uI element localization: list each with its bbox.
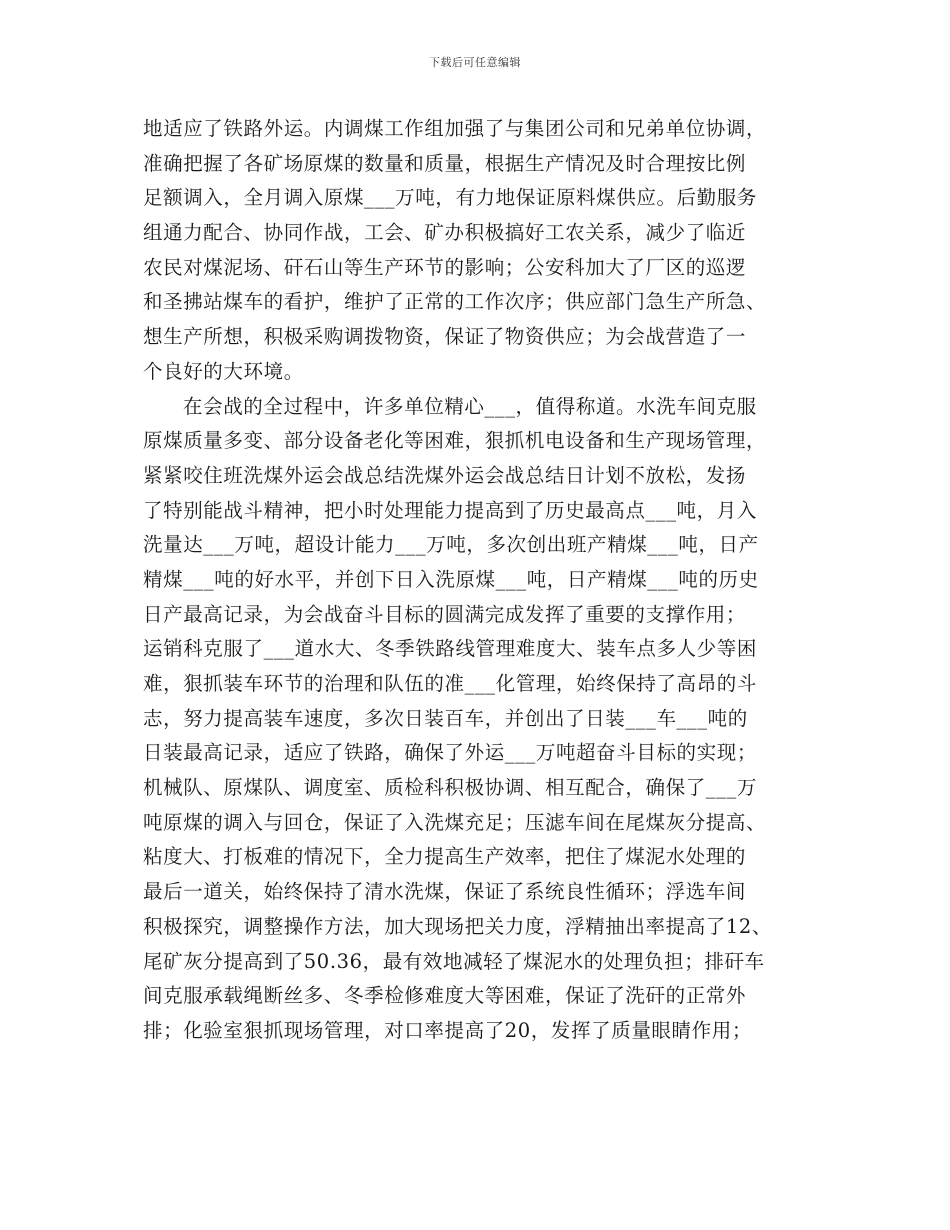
text-line: 了特别能战斗精神，把小时处理能力提高到了历史最高点___吨，月入 [143,498,757,522]
text-line: 志，努力提高装车速度，多次日装百车，并创出了日装___车___吨的 [143,706,748,730]
paragraph-start-line: 在会战的全过程中，许多单位精心___，值得称道。水洗车间克服 [183,394,757,418]
text-line: 机械队、原煤队、调度室、质检科积极协调、相互配合，确保了___万 [143,776,757,800]
text-line: 和圣拂站煤车的看护，维护了正常的工作次序；供应部门急生产所急、 [143,290,767,314]
text-line: 日产最高记录，为会战奋斗目标的圆满完成发挥了重要的支撑作用； [143,602,747,626]
text-line: 个良好的大环境。 [143,359,304,383]
text-line: 洗量达___万吨，超设计能力___万吨，多次创出班产精煤___吨，日产 [143,533,759,557]
text-line: 运销科克服了___道水大、冬季铁路线管理难度大、装车点多人少等困 [143,637,757,661]
text-line: 吨原煤的调入与回仓，保证了入洗煤充足；压滤车间在尾煤灰分提高、 [143,810,767,834]
text-line: 农民对煤泥场、矸石山等生产环节的影响；公安科加大了厂区的巡逻 [143,255,747,279]
text-line: 足额调入，全月调入原煤___万吨，有力地保证原料煤供应。后勤服务 [143,186,757,210]
text-line: 原煤质量多变、部分设备老化等困难，狠抓机电设备和生产现场管理， [143,429,767,453]
text-line: 难，狠抓装车环节的治理和队伍的准___化管理，始终保持了高昂的斗 [143,672,757,695]
page-header-note: 下载后可任意编辑 [429,56,521,69]
text-line: 积极探究，调整操作方法，加大现场把关力度，浮精抽出率提高了12、 [143,914,773,938]
text-line: 紧紧咬住班洗煤外运会战总结洗煤外运会战总结日计划不放松，发扬 [143,463,747,487]
text-line: 想生产所想，积极采购调拨物资，保证了物资供应；为会战营造了一 [143,325,747,349]
text-line: 最后一道关，始终保持了清水洗煤，保证了系统良性循环；浮选车间 [143,880,747,904]
text-line: 尾矿灰分提高到了50.36，最有效地减轻了煤泥水的处理负担；排矸车 [143,949,765,973]
text-line: 地适应了铁路外运。内调煤工作组加强了与集团公司和兄弟单位协调， [143,117,767,140]
text-line: 粘度大、打板难的情况下，全力提高生产效率，把住了煤泥水处理的 [143,845,747,869]
text-line: 日装最高记录，适应了铁路，确保了外运___万吨超奋斗目标的实现； [143,741,757,765]
document-body [143,112,823,1049]
text-line: 精煤___吨的好水平，并创下日入洗原煤___吨，日产精煤___吨的历史 [143,567,759,591]
text-line: 排；化验室狠抓现场管理，对口率提高了20，发挥了质量眼睛作用； [143,1018,752,1042]
text-line: 间克服承载绳断丝多、冬季检修难度大等困难，保证了洗矸的正常外 [143,984,747,1008]
text-line: 准确把握了各矿场原煤的数量和质量，根据生产情况及时合理按比例 [143,151,747,175]
text-line: 组通力配合、协同作战，工会、矿办积极搞好工农关系，减少了临近 [143,221,747,245]
